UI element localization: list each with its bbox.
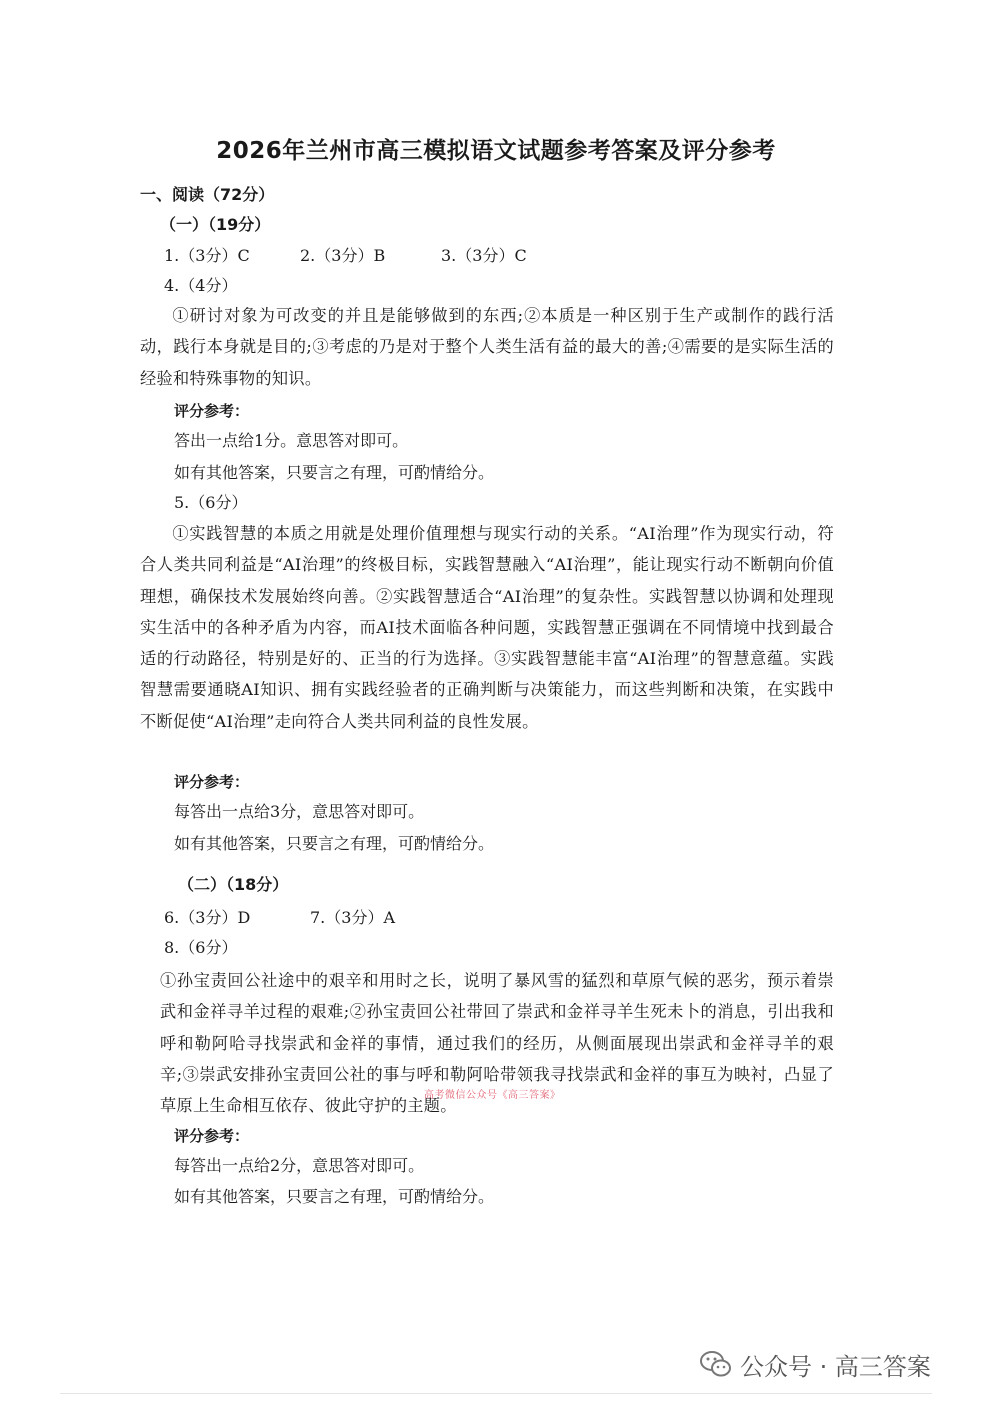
question-4-answer: ①研讨对象为可改变的并且是能够做到的东西;②本质是一种区别于生产或制作的践行活动，践行本身就是目的;③考虑的乃是对于整个人类生活有益的最大的善;④需要的是实际生活的经验和特殊事物的知识。 bbox=[140, 306, 834, 388]
wechat-icon bbox=[700, 1350, 732, 1378]
page-title: 2026年兰州市高三模拟语文试题参考答案及评分参考 bbox=[216, 138, 776, 164]
section-heading-reading: 一、阅读（72分） bbox=[140, 185, 275, 204]
wechat-footer bbox=[700, 1344, 931, 1384]
watermark-text: 高考微信公众号《高三答案》 bbox=[424, 1090, 561, 1101]
question-8-label: 8.（6分） bbox=[164, 938, 238, 957]
answer-q1: 1.（3分）C bbox=[164, 246, 250, 265]
question-4-scoring-title: 评分参考： bbox=[174, 402, 250, 420]
answer-q7: 7.（3分）A bbox=[310, 908, 396, 927]
part-heading-2: （二）（18分） bbox=[178, 875, 289, 894]
question-4-label: 4.（4分） bbox=[164, 276, 238, 295]
part-heading-1: （一）（19分） bbox=[160, 215, 271, 234]
question-8-scoring-title: 评分参考： bbox=[174, 1127, 250, 1145]
question-8-scoring-line: 如有其他答案，只要言之有理，可酌情给分。 bbox=[174, 1187, 495, 1206]
question-8-scoring-line: 每答出一点给2分，意思答对即可。 bbox=[174, 1156, 425, 1175]
question-4-scoring-line: 答出一点给1分。意思答对即可。 bbox=[174, 431, 409, 450]
question-5-scoring-line: 每答出一点给3分，意思答对即可。 bbox=[174, 802, 425, 821]
answer-q6: 6.（3分）D bbox=[164, 908, 251, 927]
question-5-scoring-title: 评分参考： bbox=[174, 773, 250, 791]
question-5-scoring-line: 如有其他答案，只要言之有理，可酌情给分。 bbox=[174, 834, 495, 853]
question-5-label: 5.（6分） bbox=[174, 493, 248, 512]
question-4-scoring-line: 如有其他答案，只要言之有理，可酌情给分。 bbox=[174, 463, 495, 482]
question-8-answer: ①孙宝责回公社途中的艰辛和用时之长，说明了暴风雪的猛烈和草原气候的恶劣，预示着崇武和金祥寻羊过程的艰难;②孙宝责回公社带回了崇武和金祥寻羊生死未卜的消息，引出我和呼和勒阿哈寻找崇武和金祥的事情，通过我们的经历，从侧面展现出崇武和金祥寻羊的艰辛;③崇武安排孙宝责回公社的事与呼和勒阿哈带领我寻找崇武和金祥的事互为映衬，凸显了草原上生命相互依存、彼此守护的主题。 bbox=[160, 971, 834, 1116]
answer-q3: 3.（3分）C bbox=[441, 246, 527, 265]
question-5-answer: ①实践智慧的本质之用就是处理价值理想与现实行动的关系。“AI治理”作为现实行动，符合人类共同利益是“AI治理”的终极目标，实践智慧融入“AI治理”，能让现实行动不断朝向价值理想，确保技术发展始终向善。②实践智慧适合“AI治理”的复杂性。实践智慧以协调和处理现实生活中的各种矛盾为内容，而AI技术面临各种问题，实践智慧正强调在不同情境中找到最合适的行动路径，特别是好的、正当的行为选择。③实践智慧能丰富“AI治理”的智慧意蕴。实践智慧需要通晓AI知识、拥有实践经验者的正确判断与决策能力，而这些判断和决策，在实践中不断促使“AI治理”走向符合人类共同利益的良性发展。 bbox=[140, 524, 834, 731]
answer-q2: 2.（3分）B bbox=[300, 246, 386, 265]
bottom-divider bbox=[60, 1393, 932, 1394]
footer-account-name: 公众号 · 高三答案 bbox=[740, 1352, 931, 1381]
